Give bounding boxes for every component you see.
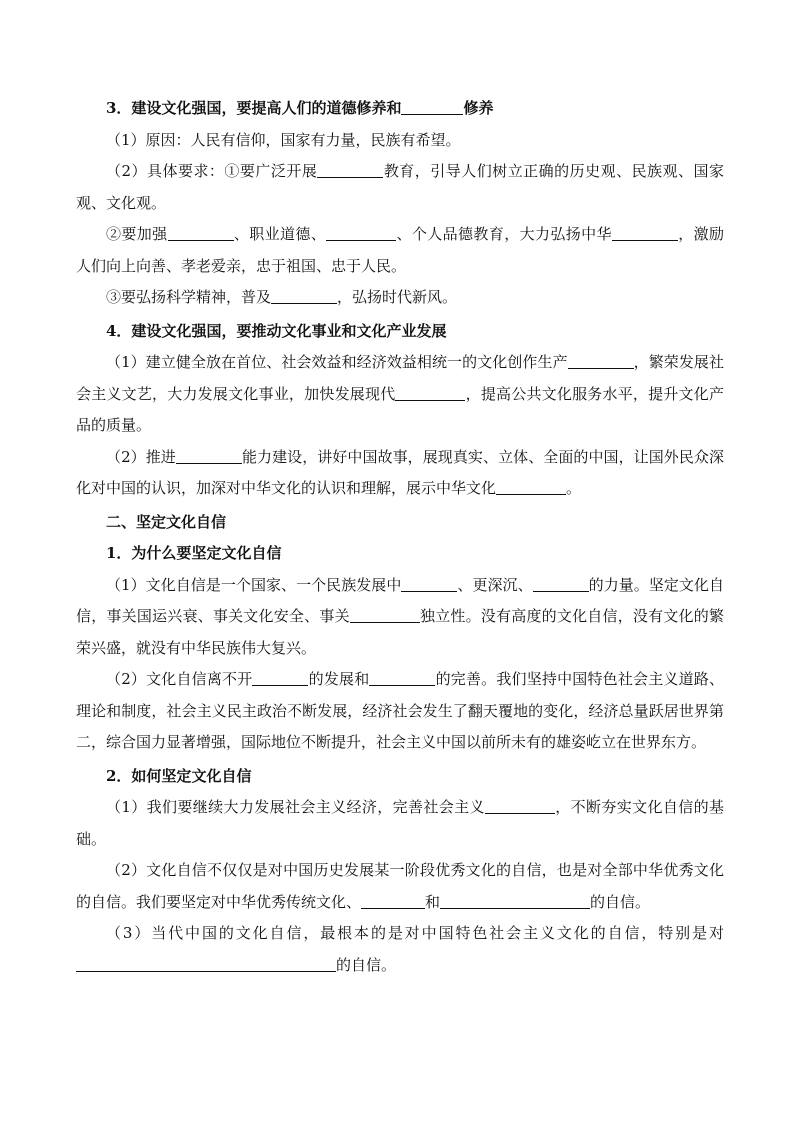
blank-moral-cultivation[interactable] (401, 98, 463, 115)
question-1-point-2: （2）文化自信离不开 的发展和 的完善。我们坚持中国特色社会主义道路、理论和制度，社会主义民主政治不断发展，经济社会发生了翻天覆地的变化，经济总量跃居世界第二，综合国力显著增强，国际地位不断提升，社会主义中国以前所未有的雄姿屹立在世界东方。 (76, 670, 724, 751)
section-3-requirement-2: ②要加强 、职业道德、 、个人品德教育，大力弘扬中华 ，激励人们向上向善、孝老爱亲，忠于祖国、忠于人民。 (76, 225, 724, 275)
question-1-heading: 1．为什么要坚定文化自信 (106, 544, 282, 562)
section-4-heading: 4．建设文化强国，要推动文化事业和文化产业发展 (106, 321, 447, 340)
section-3-requirement-1: （2）具体要求：①要广泛开展 教育，引导人们树立正确的历史观、民族观、国家观、文化观。 (76, 162, 724, 212)
part-2-heading: 二、坚定文化自信 (106, 512, 227, 531)
section-3-heading: 3．建设文化强国，要提高人们的道德修养和 修养 (106, 99, 494, 117)
question-2-point-2: （2）文化自信不仅仅是对中国历史发展某一阶段优秀文化的自信，也是对全部中华优秀文化的自信。我们要坚定对中华优秀传统文化、 和 的自信。 (76, 861, 724, 911)
blank-basic[interactable] (401, 575, 457, 592)
blank-core-values[interactable] (76, 955, 336, 972)
question-2-heading: 2．如何坚定文化自信 (106, 766, 252, 785)
blank-charm[interactable] (496, 478, 566, 495)
question-2-point-3: （3）当代中国的文化自信，最根本的是对中国特色社会主义文化的自信，特别是对的自信。 (76, 918, 724, 981)
blank-popularize[interactable] (271, 287, 337, 304)
blank-education[interactable] (317, 161, 383, 178)
blank-industry-system[interactable] (395, 384, 465, 401)
section-4-point-1: （1）建立健全放在首位、社会效益和经济效益相统一的文化创作生产 ，繁荣发展社会主义文艺，大力发展文化事业，加快发展现代 ，提高公共文化服务水平，提升文化产品的质量。 (76, 353, 724, 434)
blank-national-spirit[interactable] (350, 606, 420, 623)
section-3-reason: （1）原因：人民有信仰，国家有力量，民族有希望。 (106, 130, 461, 149)
blank-politics[interactable] (369, 669, 435, 686)
question-1-point-1: （1）文化自信是一个国家、一个民族发展中 、更深沉、 的力量。坚定文化自信，事关国运兴衰、事关文化安全、事关 独立性。没有高度的文化自信，没有文化的繁荣兴盛，就没有中华民族伟大复兴。 (76, 575, 724, 657)
section-3-requirement-3: ③要弘扬科学精神，普及 ，弘扬时代新风。 (106, 288, 458, 306)
question-2-point-1: （1）我们要继续大力发展社会主义经济，完善社会主义 ，不断夯实文化自信的基础。 (76, 798, 724, 848)
blank-revolutionary-culture[interactable] (361, 892, 425, 909)
blank-system[interactable] (485, 797, 555, 814)
blank-advanced-culture[interactable] (440, 892, 590, 909)
blank-morality-2[interactable] (326, 224, 396, 241)
worksheet-page (76, 93, 724, 981)
blank-virtue[interactable] (612, 224, 678, 241)
blank-economy[interactable] (252, 669, 308, 686)
blank-morality-1[interactable] (168, 224, 234, 241)
blank-lasting[interactable] (533, 575, 589, 592)
section-4-point-2: （2）推进 能力建设，讲好中国故事，展现真实、立体、全面的中国，让国外民众深化对中国的认识，加深对中华文化的认识和理解，展示中华文化 。 (76, 447, 724, 497)
blank-communication[interactable] (176, 447, 242, 464)
blank-mechanism[interactable] (568, 352, 634, 369)
